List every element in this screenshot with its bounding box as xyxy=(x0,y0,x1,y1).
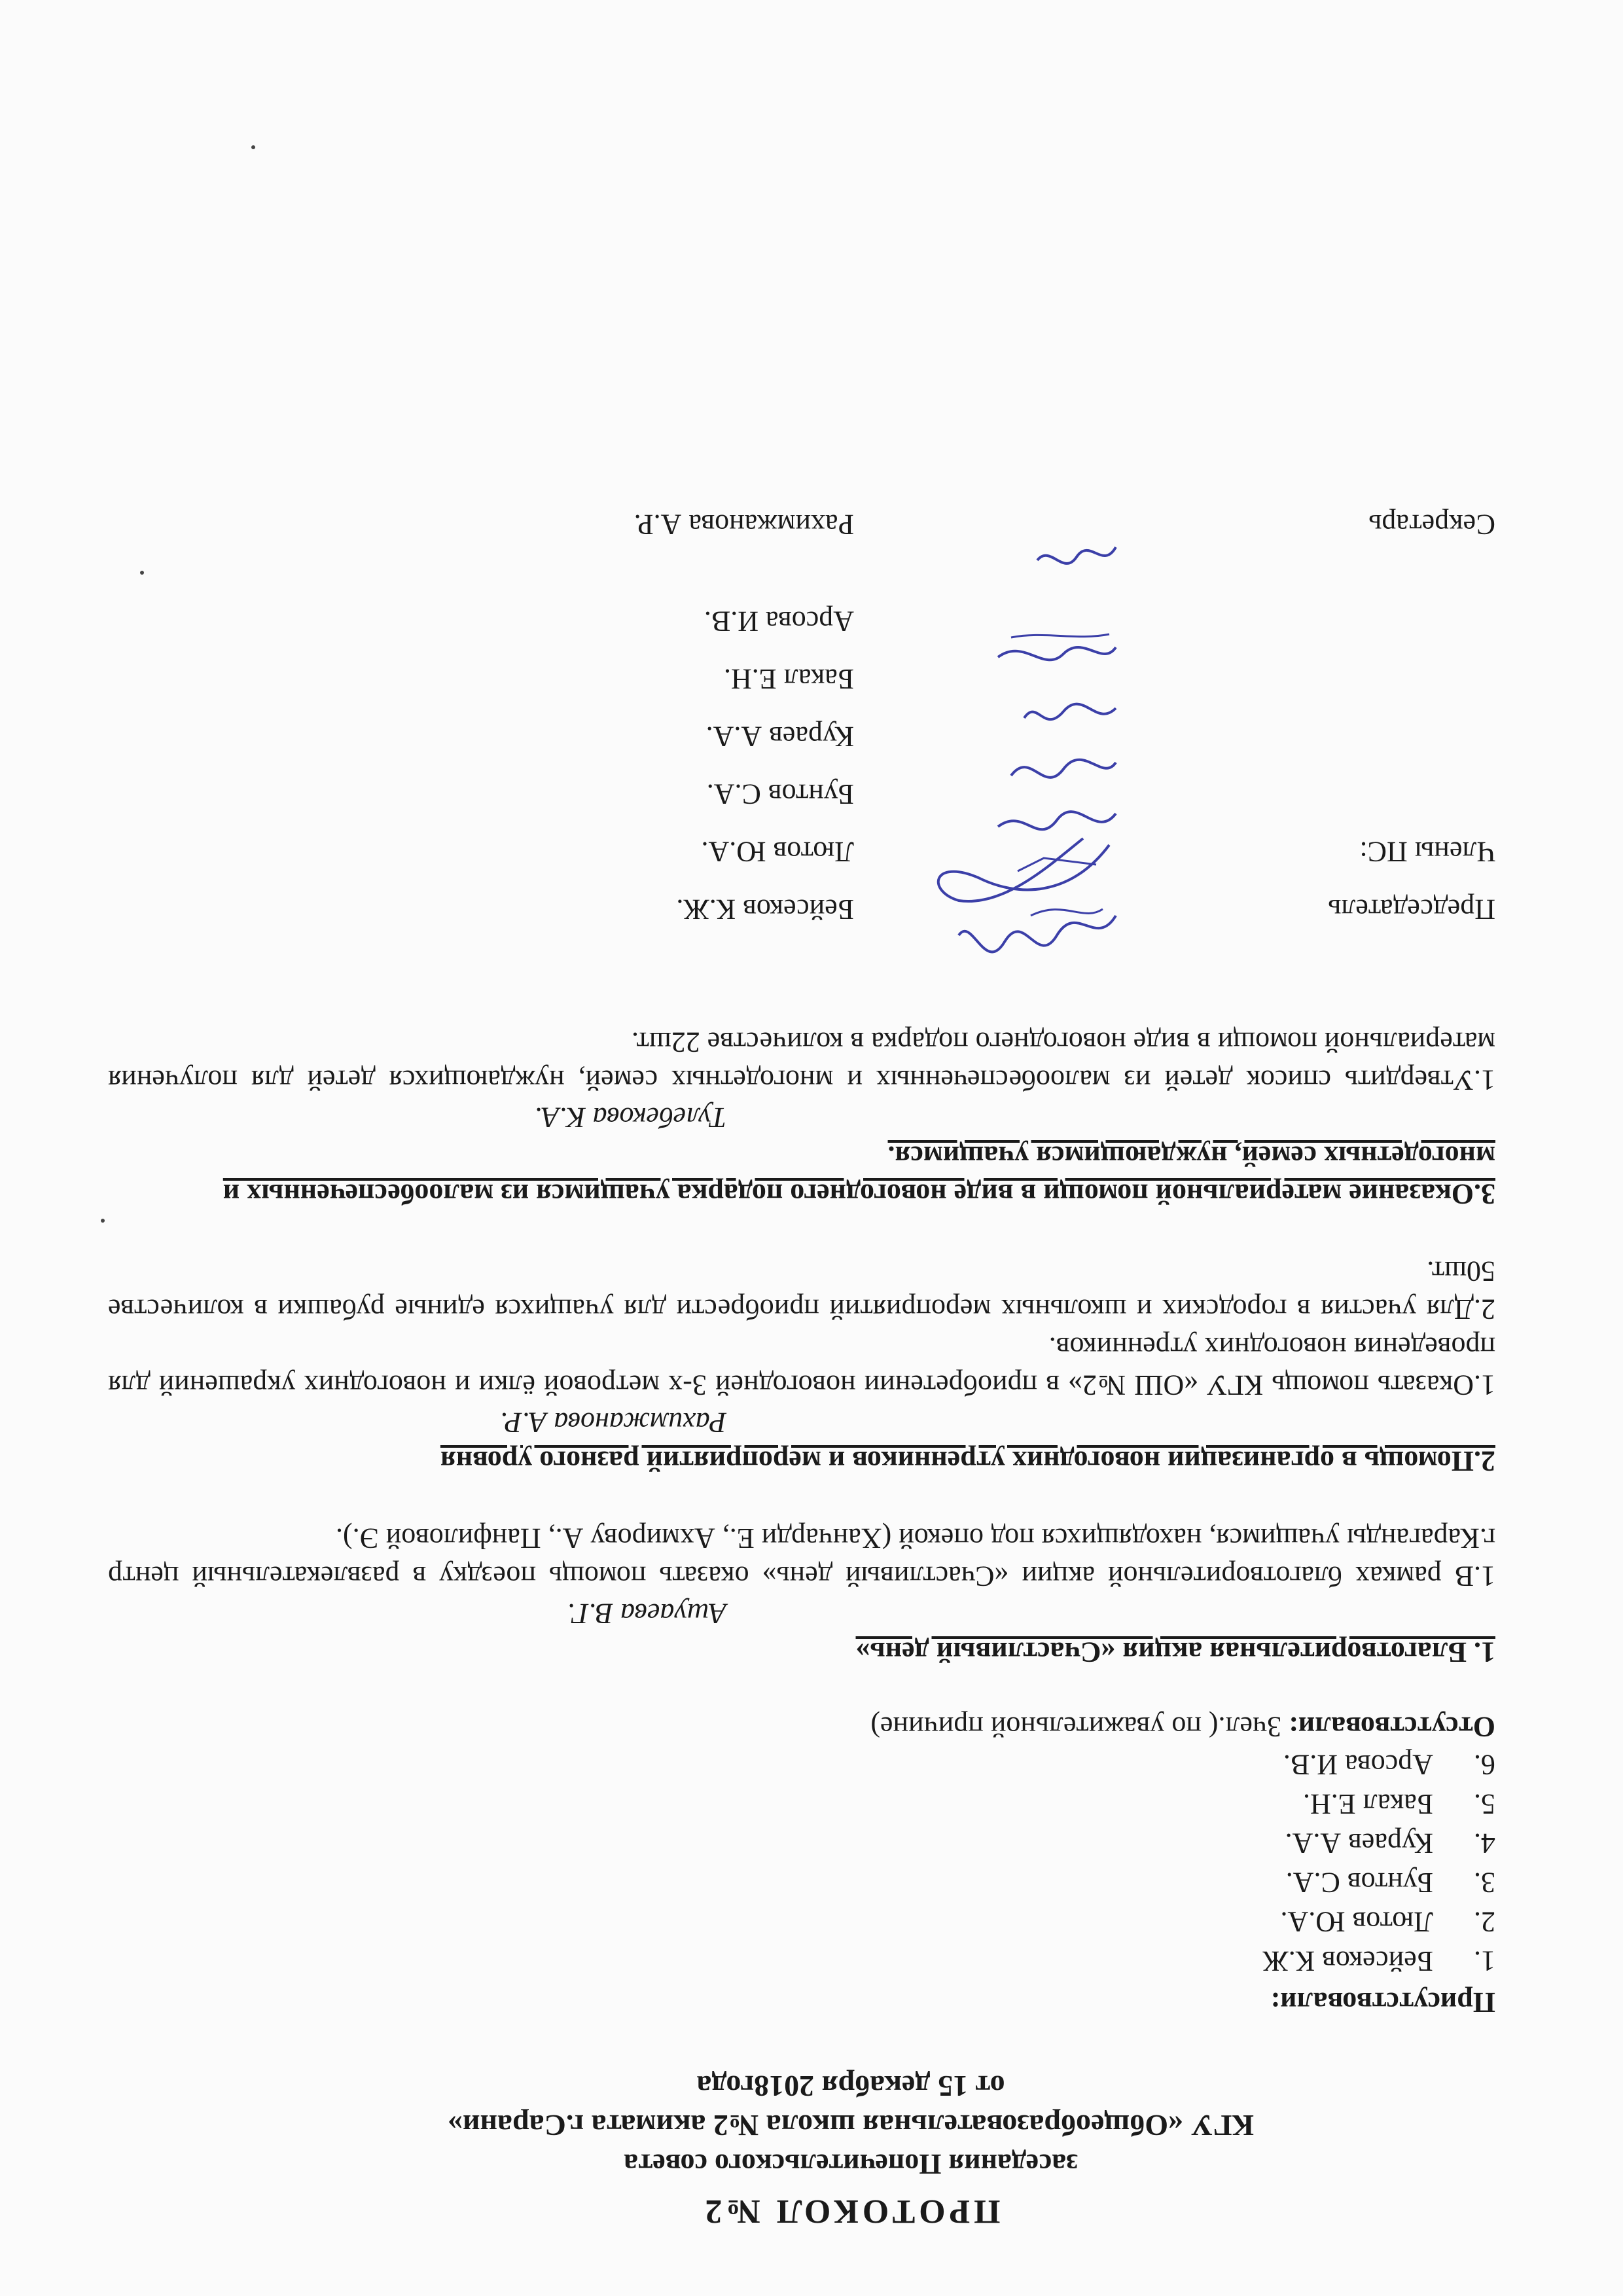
member-name: Лютов Ю.А. xyxy=(701,836,854,868)
handwritten-signature xyxy=(854,727,1129,772)
scan-speck xyxy=(101,1219,105,1223)
signature-row-member xyxy=(108,772,1495,829)
members-role: Члены ПС: xyxy=(1359,836,1495,868)
signature-scribble xyxy=(1031,531,1122,577)
signature-block xyxy=(108,502,1495,944)
agenda-speaker-2: Рахимжанова А.Р. xyxy=(499,1407,726,1439)
chair-role: Председатель xyxy=(1328,893,1495,925)
chair-name: Бейсеков К.Ж. xyxy=(676,893,854,925)
present-item xyxy=(0,1902,1495,1941)
scan-speck xyxy=(140,571,144,575)
agenda-paragraph: 1.В рамках благотворительной акции «Счастливый день» оказать помощь поездку в развлекательный центр г.Караганды учащимся, находящихся под опекой (Ханчарди Е., Ахмирову А., Панфиловой Э.). xyxy=(108,1522,1495,1592)
member-name: Арсова И.В. xyxy=(1283,1749,1433,1781)
item-number: 6. xyxy=(1474,1749,1495,1781)
absent-text: 3чел.( по уважительной причине) xyxy=(870,1711,1289,1743)
present-item xyxy=(0,1784,1495,1823)
document-subtitle: заседания Попечительского совета xyxy=(624,2148,1078,2180)
signature-row-member xyxy=(108,829,1495,887)
signature-scribble xyxy=(1018,685,1122,731)
signature-scribble xyxy=(991,621,1122,673)
member-name: Бунтов С.А. xyxy=(706,778,854,810)
member-name: Лютов Ю.А. xyxy=(1280,1906,1433,1938)
absent-label: Отсутствовали: xyxy=(1289,1711,1495,1743)
handwritten-signature xyxy=(854,785,1129,829)
item-number: 4. xyxy=(1474,1827,1495,1859)
present-item xyxy=(0,1823,1495,1863)
secretary-name: Рахимжанова А.Р. xyxy=(633,509,854,541)
handwritten-signature xyxy=(854,515,1129,560)
member-name: Кураев А.А. xyxy=(1285,1827,1433,1859)
agenda-paragraph: 2.Для участия в городских и школьных мероприятий приобрести для учащихся единые рубашки в количестве 50шт. xyxy=(108,1255,1495,1325)
handwritten-signature xyxy=(854,842,1129,887)
signature-scribble xyxy=(991,787,1122,846)
scan-speck xyxy=(251,145,255,149)
member-name: Бунтов С.А. xyxy=(1285,1867,1433,1899)
signature-row-member xyxy=(108,599,1495,656)
present-label: Присутствовали: xyxy=(1270,1986,1495,2018)
absent-line xyxy=(0,1710,1495,1744)
present-item xyxy=(0,1941,1495,1981)
item-number: 2. xyxy=(1474,1906,1495,1938)
agenda-heading-1: 1. Благотворительная акция «Счастливый день» xyxy=(855,1636,1495,1668)
member-name: Бейсеков К.Ж xyxy=(1262,1945,1433,1977)
agenda-heading-3: 3.Оказание материальной помощи в виде новогоднего подарка учащимся из малообеспеченных и многодетных семей, нуждающимся учащимся. xyxy=(223,1140,1495,1210)
handwritten-signature xyxy=(854,670,1129,714)
member-name: Кураев А.А. xyxy=(705,721,854,753)
present-item xyxy=(0,1745,1495,1784)
signature-row-secretary xyxy=(108,502,1495,560)
item-number: 3. xyxy=(1474,1867,1495,1899)
present-list xyxy=(0,1745,1495,1981)
school-name: КГУ «Общеобразовательная школа №2 акимата г.Сарани» xyxy=(448,2109,1254,2142)
agenda-speaker-1: Ашуаева В.Г. xyxy=(567,1598,726,1630)
agenda-paragraph: 1.Оказать помощь КГУ «ОШ №2» в приобретении новогодней 3-х метровой ёлки и новогодних украшений для проведения новогодних утренников. xyxy=(108,1331,1495,1401)
agenda-speaker-3: Тулебекова К.А. xyxy=(534,1102,726,1134)
item-number: 1. xyxy=(1474,1945,1495,1977)
secretary-role: Секретарь xyxy=(1368,509,1495,541)
agenda-paragraph: 1.Утвердить список детей из малообеспеченных и многодетных семей, нуждающихся детей для получения материальной помощи в виде новогоднего подарка в количестве 22шт. xyxy=(108,1026,1495,1096)
document-body xyxy=(0,502,1525,2231)
signature-row-member xyxy=(108,714,1495,772)
member-name: Арсова И.В. xyxy=(704,605,854,637)
handwritten-signature xyxy=(854,900,1129,944)
present-item xyxy=(0,1863,1495,1902)
agenda-heading-2: 2.Помощь в организации новогодних утренников и мероприятий разного уровня xyxy=(440,1445,1495,1477)
signature-row-member xyxy=(108,656,1495,714)
handwritten-signature xyxy=(854,612,1129,656)
document-header xyxy=(327,2066,1374,2231)
signature-row-chair xyxy=(108,887,1495,944)
signature-scribble xyxy=(1005,736,1122,789)
document-title: ПРОТОКОЛ №2 xyxy=(701,2193,1001,2230)
member-name: Бакал Е.Н. xyxy=(1302,1788,1433,1820)
member-name: Бакал Е.Н. xyxy=(723,663,854,695)
item-number: 5. xyxy=(1474,1788,1495,1820)
document-date: от 15 декабря 2018года xyxy=(696,2070,1005,2103)
